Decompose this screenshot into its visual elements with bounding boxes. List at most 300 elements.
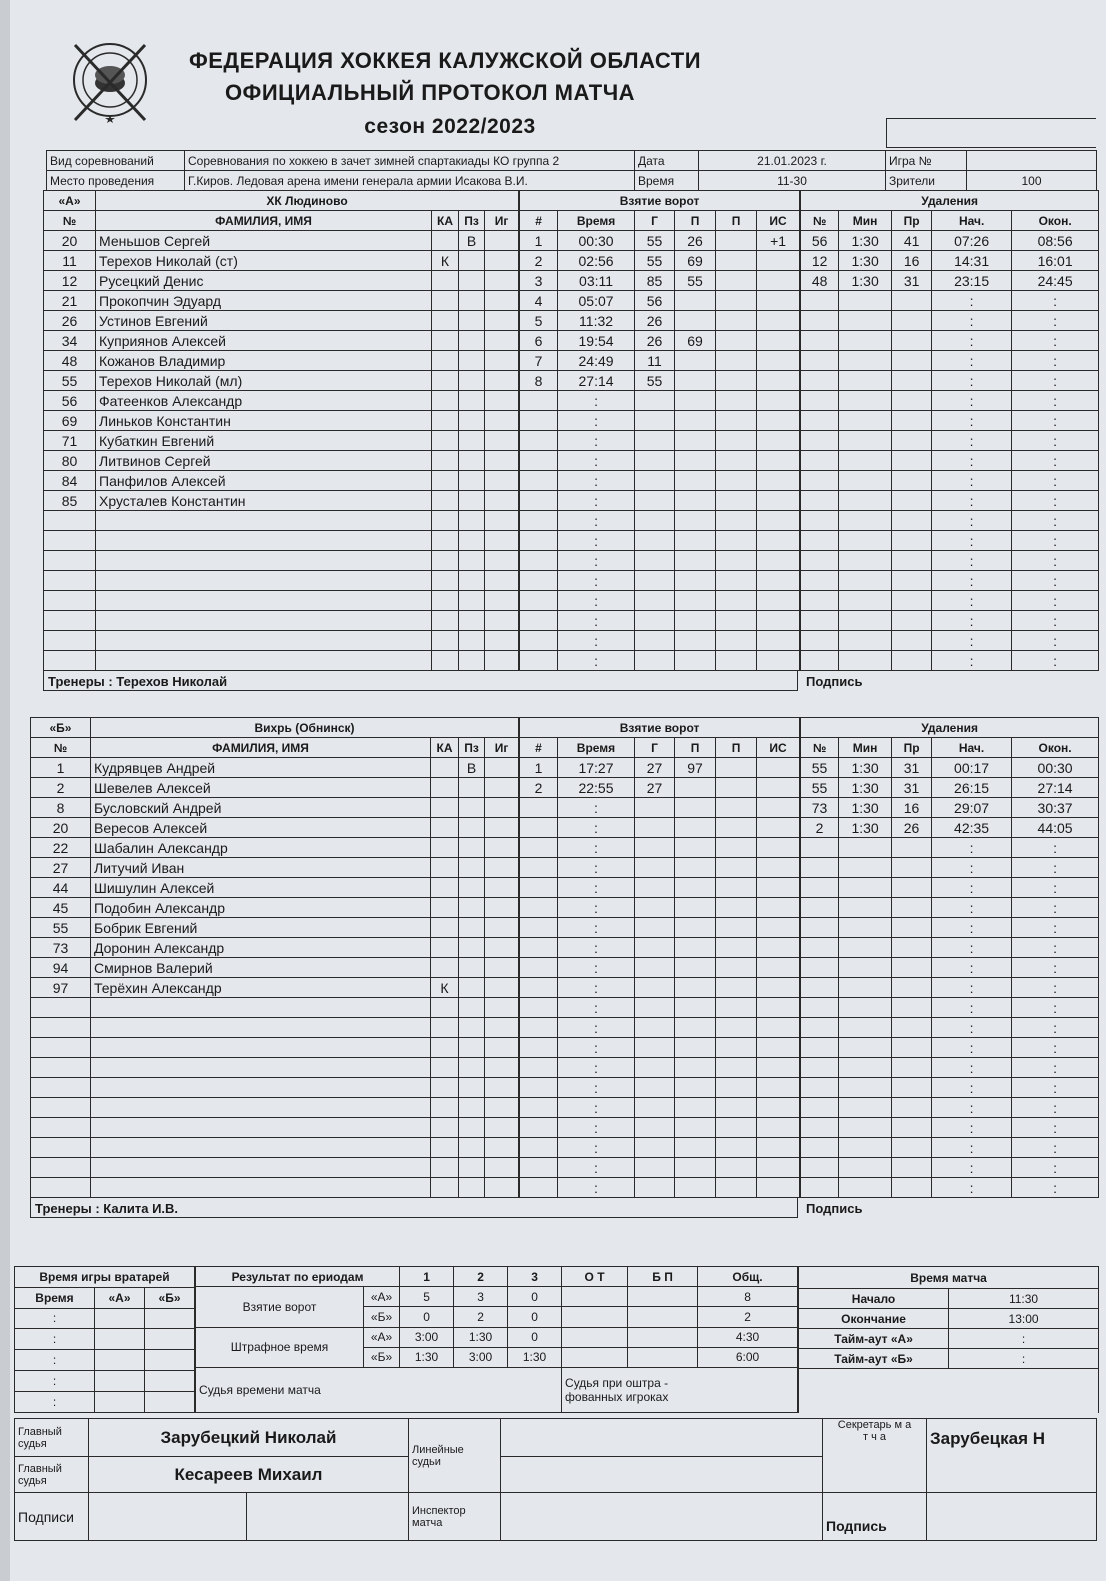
goal-strength [757,251,800,271]
pen-end: : [1012,858,1099,878]
col-goal-time: Время [558,211,635,231]
goal-assist-2 [716,1038,757,1058]
player-number: 55 [31,918,91,938]
goal-assist-1 [675,818,716,838]
pen-minutes [839,531,892,551]
pen-reason [892,371,932,391]
team-a-goals-title: Взятие ворот [520,191,800,211]
goal-assist-1 [675,1098,716,1118]
goal-strength [757,271,800,291]
federation-logo-icon [60,35,170,130]
goal-time: 24:49 [558,351,635,371]
player-name: Прокопчин Эдуард [96,291,432,311]
goal-scorer [635,858,675,878]
player-ig [485,1138,519,1158]
player-ig [485,611,519,631]
player-number [44,631,96,651]
team-b-penalties [800,717,1099,1198]
player-number [31,1178,91,1198]
goal-assist-1 [675,411,716,431]
player-pz [459,1078,485,1098]
pen-end: 30:37 [1012,798,1099,818]
col-pen-min: Мин [839,738,892,758]
goal-scorer [635,491,675,511]
pim-a-p3: 0 [508,1327,562,1347]
goal-number [520,531,558,551]
goal-strength [757,371,800,391]
player-ig [485,571,519,591]
period-1: 1 [400,1267,454,1287]
table-row [520,311,800,331]
player-pz [459,1158,485,1178]
pen-minutes [839,631,892,651]
goal-strength [757,531,800,551]
player-number [31,1038,91,1058]
goal-number: 1 [520,758,558,778]
pen-start: : [932,411,1012,431]
goal-scorer: 27 [635,758,675,778]
player-number [31,1098,91,1118]
goal-scorer [635,591,675,611]
player-ig [485,818,519,838]
pen-end: 08:56 [1012,231,1099,251]
player-ka [432,451,459,471]
pen-player [801,471,839,491]
table-row [801,878,1099,898]
pen-player: 73 [801,798,839,818]
player-ka [431,958,459,978]
pen-reason [892,351,932,371]
main-ref-label-2: Главный судья [15,1457,89,1493]
pen-player [801,978,839,998]
table-row [801,231,1099,251]
season-title: сезон 2022/2023 [364,115,536,138]
player-ka [432,271,459,291]
player-number [31,1058,91,1078]
player-ig [485,938,519,958]
pen-end: : [1012,958,1099,978]
player-ka [431,938,459,958]
table-row [520,918,800,938]
team-b-signature: Подпись [806,1201,863,1216]
table-row [801,1098,1099,1118]
player-name [91,1058,431,1078]
timeout-a-label: Тайм-аут «А» [799,1329,949,1349]
goal-number [520,1178,558,1198]
pen-player: 55 [801,778,839,798]
pen-reason [892,1098,932,1118]
pen-reason [892,1018,932,1038]
player-number: 20 [44,231,96,251]
goals-b-p1: 0 [400,1307,454,1327]
table-row [801,631,1099,651]
player-name: Доронин Александр [91,938,431,958]
goal-number [520,798,558,818]
player-pz [459,431,485,451]
pen-reason [892,491,932,511]
team-b-roster [30,717,519,1198]
pen-start: : [932,451,1012,471]
table-row [801,531,1099,551]
player-ka [431,818,459,838]
table-row [44,331,519,351]
goal-assist-1: 69 [675,331,716,351]
player-ka [432,231,459,251]
goals-a-bp [628,1287,698,1307]
table-row [520,818,800,838]
table-row [520,1178,800,1198]
goal-time: : [558,631,635,651]
goal-assist-2 [716,531,757,551]
player-number [31,1138,91,1158]
goal-assist-1 [675,351,716,371]
player-pz [459,1098,485,1118]
player-ig [485,1158,519,1178]
secretary-label: Секретарь м а т ч а [823,1419,927,1493]
goal-strength [757,431,800,451]
table-row [520,531,800,551]
time-value: 11-30 [699,171,886,191]
goal-time: 22:55 [558,778,635,798]
col-pen-num: № [801,211,839,231]
player-ig [485,311,519,331]
table-row [520,651,800,671]
goal-strength [757,291,800,311]
player-pz [459,1018,485,1038]
pen-minutes [839,311,892,331]
pen-reason [892,1118,932,1138]
player-number [31,1078,91,1098]
goal-strength [757,1138,800,1158]
pim-a-bp [628,1327,698,1347]
goal-time: : [558,491,635,511]
player-number: 73 [31,938,91,958]
table-row [31,1178,519,1198]
player-ka [431,998,459,1018]
goal-strength [757,551,800,571]
pen-player [801,591,839,611]
goal-strength [757,758,800,778]
player-name: Шабалин Александр [91,838,431,858]
pim-a-p1: 3:00 [400,1327,454,1347]
pen-start: : [932,838,1012,858]
goal-scorer [635,938,675,958]
pen-player [801,1138,839,1158]
pen-player [801,631,839,651]
col-name: ФАМИЛИЯ, ИМЯ [96,211,432,231]
pen-minutes [839,471,892,491]
player-name [91,1138,431,1158]
goal-scorer [635,1158,675,1178]
col-pz: Пз [459,211,485,231]
pen-reason [892,391,932,411]
date-value: 21.01.2023 г. [699,151,886,171]
team-a-pen-title: Удаления [801,191,1099,211]
goal-assist-2 [716,311,757,331]
player-ig [485,251,519,271]
pen-reason [892,878,932,898]
pen-minutes [839,1078,892,1098]
pen-start: 29:07 [932,798,1012,818]
player-ka: К [431,978,459,998]
player-name [91,1158,431,1178]
player-ig [485,231,519,251]
col-ig: Иг [485,211,519,231]
goal-time: 02:56 [558,251,635,271]
player-ka [432,531,459,551]
pen-end: 44:05 [1012,818,1099,838]
pen-player [801,451,839,471]
table-row [44,231,519,251]
player-ig [485,978,519,998]
player-name [96,651,432,671]
pen-reason [892,838,932,858]
results-title: Результат по ериодам [196,1267,400,1287]
pen-reason [892,1178,932,1198]
player-name: Шишулин Алексей [91,878,431,898]
player-pz [459,631,485,651]
goal-number [520,818,558,838]
goal-number [520,1138,558,1158]
player-ka [431,918,459,938]
col-pen-end: Окон. [1012,738,1099,758]
goal-assist-1 [675,878,716,898]
pen-player [801,998,839,1018]
player-pz [459,858,485,878]
pen-reason: 16 [892,798,932,818]
player-ka [431,1118,459,1138]
table-row [520,331,800,351]
player-number: 21 [44,291,96,311]
pen-minutes [839,351,892,371]
goal-number [520,1098,558,1118]
goal-strength [757,778,800,798]
table-row [801,351,1099,371]
goal-time: 11:32 [558,311,635,331]
player-ka [431,1178,459,1198]
table-row [520,371,800,391]
pen-end: : [1012,838,1099,858]
goal-assist-2 [716,251,757,271]
pen-reason [892,591,932,611]
player-ka [432,291,459,311]
team-a-section [43,190,1096,691]
goal-assist-1 [675,1058,716,1078]
pen-minutes [839,451,892,471]
col-goal-time: Время [558,738,635,758]
table-row [31,1078,519,1098]
table-row [520,1058,800,1078]
pen-start: : [932,1118,1012,1138]
start-label: Начало [799,1289,949,1309]
table-row [44,371,519,391]
player-number: 12 [44,271,96,291]
timekeeper-label: Судья времени матча [196,1368,562,1412]
goal-strength [757,798,800,818]
table-row [44,531,519,551]
player-pz [459,778,485,798]
player-ig [485,631,519,651]
player-name [91,1118,431,1138]
goals-b-p2: 2 [454,1307,508,1327]
player-number: 94 [31,958,91,978]
player-ka [432,371,459,391]
table-row [801,591,1099,611]
pen-end: : [1012,551,1099,571]
table-row [31,898,519,918]
goal-assist-2 [716,1098,757,1118]
goal-number [520,591,558,611]
pen-start: : [932,1078,1012,1098]
pen-reason [892,1078,932,1098]
goals-b-total: 2 [698,1307,798,1327]
goal-assist-1: 97 [675,758,716,778]
pen-player [801,1178,839,1198]
goal-number [520,611,558,631]
player-number: 22 [31,838,91,858]
goal-time: : [558,938,635,958]
goal-number: 4 [520,291,558,311]
goal-assist-1 [675,1118,716,1138]
goal-assist-2 [716,838,757,858]
goal-strength [757,1078,800,1098]
col-pz: Пз [459,738,485,758]
goal-assist-2 [716,231,757,251]
gk-row: : [15,1329,95,1350]
pen-end: : [1012,1098,1099,1118]
pen-reason [892,918,932,938]
pim-b-bp [628,1347,698,1367]
table-row [801,818,1099,838]
goal-scorer: 55 [635,251,675,271]
player-pz [459,1118,485,1138]
goals-b-p3: 0 [508,1307,562,1327]
place-value: Г.Киров. Ледовая арена имени генерала армии Исакова В.И. [185,171,635,191]
gk-col-time: Время [15,1287,95,1308]
pen-start: : [932,938,1012,958]
secretary-signature-label: Подпись [823,1493,927,1541]
end-value: 13:00 [949,1309,1099,1329]
player-name: Шевелев Алексей [91,778,431,798]
goal-assist-2 [716,511,757,531]
goal-scorer [635,898,675,918]
goal-assist-1 [675,1178,716,1198]
date-label: Дата [635,151,699,171]
goals-a-p3: 0 [508,1287,562,1307]
player-number: 34 [44,331,96,351]
goal-time: : [558,611,635,631]
table-row [801,1038,1099,1058]
pen-start: : [932,391,1012,411]
player-name [91,1078,431,1098]
player-number: 85 [44,491,96,511]
player-number: 1 [31,758,91,778]
goal-strength [757,1038,800,1058]
table-row [801,331,1099,351]
player-number [31,1158,91,1178]
pen-start: : [932,431,1012,451]
goal-assist-2 [716,351,757,371]
goal-assist-2 [716,271,757,291]
goal-time: : [558,531,635,551]
table-row [31,1138,519,1158]
goalie-time-title: Время игры вратарей [15,1267,195,1288]
player-ka [432,331,459,351]
table-row [520,1138,800,1158]
goal-time: : [558,411,635,431]
goal-assist-2 [716,958,757,978]
pen-start: : [932,291,1012,311]
pen-player [801,918,839,938]
pen-player [801,1098,839,1118]
table-row [520,271,800,291]
player-ig [485,531,519,551]
main-ref-label: Главный судья [15,1419,89,1457]
table-row [44,391,519,411]
table-row [801,958,1099,978]
player-pz: В [459,231,485,251]
goal-scorer: 26 [635,331,675,351]
pen-start: : [932,371,1012,391]
summary-section [14,1266,1096,1413]
pen-player [801,491,839,511]
goal-number [520,431,558,451]
table-row [44,311,519,331]
goal-assist-1 [675,1038,716,1058]
player-ka [432,351,459,371]
pen-reason [892,431,932,451]
pen-start: 42:35 [932,818,1012,838]
pen-player [801,651,839,671]
goal-strength [757,958,800,978]
pen-end: : [1012,331,1099,351]
pim-a-ot [562,1327,628,1347]
goal-number [520,998,558,1018]
team-a-name: ХК Людиново [96,191,519,211]
pen-reason [892,651,932,671]
player-number: 44 [31,878,91,898]
table-row [801,611,1099,631]
player-ig [485,838,519,858]
player-ka [432,631,459,651]
player-pz [459,1138,485,1158]
pen-player [801,1038,839,1058]
table-row [801,838,1099,858]
pen-player [801,391,839,411]
player-ig [485,958,519,978]
pen-end: : [1012,351,1099,371]
player-number: 27 [31,858,91,878]
goal-number [520,1038,558,1058]
team-a-coaches: Тренеры : Терехов Николай [43,671,798,691]
main-ref-1: Зарубецкий Николай [89,1419,409,1457]
player-ig [485,1178,519,1198]
pen-start: 07:26 [932,231,1012,251]
table-row [520,838,800,858]
player-number [44,591,96,611]
end-label: Окончание [799,1309,949,1329]
pen-player [801,838,839,858]
signatures-label: Подписи [15,1493,89,1541]
goal-strength [757,878,800,898]
goal-strength [757,1118,800,1138]
table-row [801,431,1099,451]
pen-reason [892,858,932,878]
pen-player [801,1118,839,1138]
goal-number: 6 [520,331,558,351]
team-a-signature: Подпись [806,674,863,689]
goal-scorer [635,1018,675,1038]
